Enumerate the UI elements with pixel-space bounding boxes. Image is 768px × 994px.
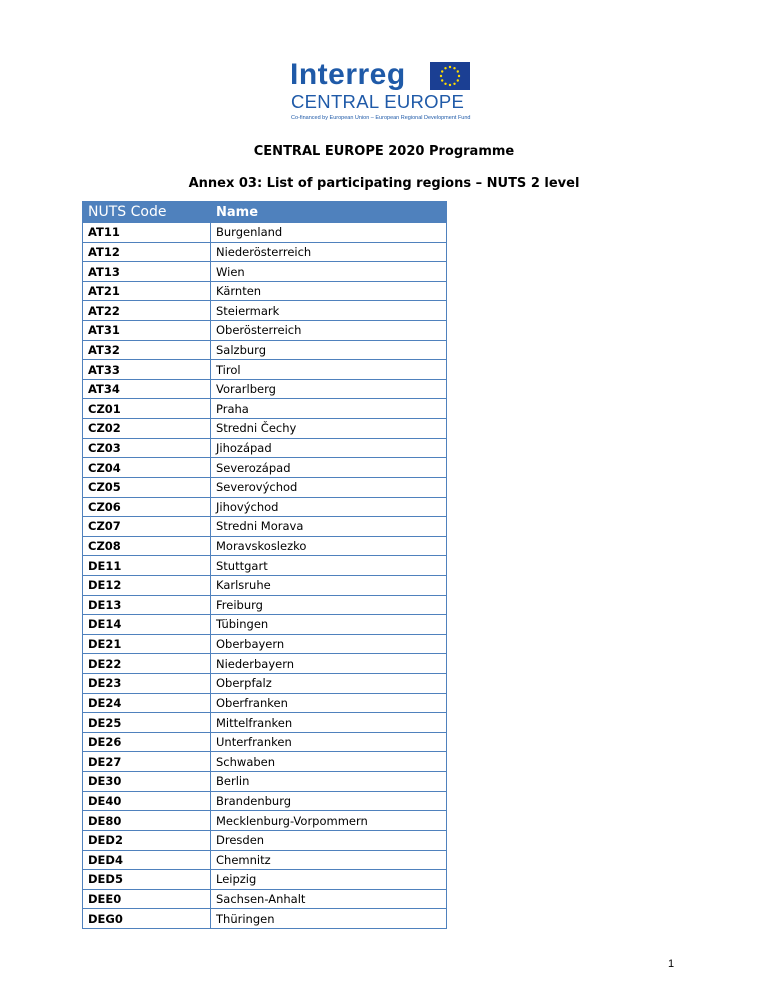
table-row (83, 477, 447, 497)
eu-star (458, 75, 460, 77)
nuts-code-cell: DE14 (83, 615, 211, 635)
region-name-cell: Oberösterreich (211, 321, 447, 341)
region-name-cell: Oberpfalz (211, 674, 447, 694)
region-name-cell: Unterfranken (211, 732, 447, 752)
nuts-code-cell: AT21 (83, 281, 211, 301)
table-row (83, 693, 447, 713)
region-name-cell: Niederbayern (211, 654, 447, 674)
region-name-cell: Tübingen (211, 615, 447, 635)
region-name-cell: Wien (211, 262, 447, 282)
table-row (83, 772, 447, 792)
region-name-cell: Dresden (211, 830, 447, 850)
region-name-cell: Oberfranken (211, 693, 447, 713)
header-name: Name (211, 202, 447, 223)
eu-star (457, 79, 459, 81)
region-name-cell: Brandenburg (211, 791, 447, 811)
nuts-code-cell: DEE0 (83, 889, 211, 909)
region-name-cell: Burgenland (211, 223, 447, 243)
table-row (83, 634, 447, 654)
table-row (83, 811, 447, 831)
eu-star (457, 70, 459, 72)
logo-tagline: Co-financed by European Union – European Regional Development Fund (291, 115, 471, 121)
table-row (83, 536, 447, 556)
table-row (83, 321, 447, 341)
table-row (83, 830, 447, 850)
nuts-code-cell: DE26 (83, 732, 211, 752)
table-row (83, 301, 447, 321)
nuts-code-cell: CZ02 (83, 419, 211, 439)
nuts-code-cell: DED4 (83, 850, 211, 870)
page-number: 1 (668, 958, 675, 970)
region-name-cell: Salzburg (211, 340, 447, 360)
region-name-cell: Praha (211, 399, 447, 419)
table-header-row (83, 202, 447, 223)
nuts-code-cell: DE40 (83, 791, 211, 811)
region-name-cell: Leipzig (211, 870, 447, 890)
table-row (83, 674, 447, 694)
region-name-cell: Chemnitz (211, 850, 447, 870)
region-name-cell: Vorarlberg (211, 379, 447, 399)
table-row (83, 909, 447, 929)
region-name-cell: Berlin (211, 772, 447, 792)
table-row (83, 399, 447, 419)
region-name-cell: Jihozápad (211, 438, 447, 458)
document-title: CENTRAL EUROPE 2020 Programme (253, 144, 515, 159)
region-name-cell: Niederösterreich (211, 242, 447, 262)
nuts-code-cell: AT34 (83, 379, 211, 399)
region-name-cell: Jihovýchod (211, 497, 447, 517)
eu-star (453, 83, 455, 85)
region-name-cell: Tirol (211, 360, 447, 380)
table-row (83, 732, 447, 752)
nuts-code-cell: CZ08 (83, 536, 211, 556)
nuts-code-cell: DE13 (83, 595, 211, 615)
table-row (83, 419, 447, 439)
nuts-code-cell: DED5 (83, 870, 211, 890)
table-row (83, 458, 447, 478)
region-name-cell: Severovýchod (211, 477, 447, 497)
region-name-cell: Karlsruhe (211, 575, 447, 595)
region-name-cell: Moravskoslezko (211, 536, 447, 556)
table-row (83, 752, 447, 772)
nuts-code-cell: DE30 (83, 772, 211, 792)
table-row (83, 360, 447, 380)
logo-wordmark: Interreg (290, 58, 406, 91)
nuts-code-cell: DE21 (83, 634, 211, 654)
nuts-code-cell: CZ01 (83, 399, 211, 419)
table-row (83, 517, 447, 537)
regions-table (82, 201, 447, 929)
nuts-code-cell: CZ07 (83, 517, 211, 537)
nuts-code-cell: AT22 (83, 301, 211, 321)
region-name-cell: Steiermark (211, 301, 447, 321)
region-name-cell: Stredni Čechy (211, 419, 447, 439)
eu-star (453, 67, 455, 69)
nuts-code-cell: DE12 (83, 575, 211, 595)
nuts-code-cell: AT32 (83, 340, 211, 360)
region-name-cell: Thüringen (211, 909, 447, 929)
nuts-code-cell: DE11 (83, 556, 211, 576)
table-row (83, 713, 447, 733)
table-row (83, 223, 447, 243)
table-row (83, 615, 447, 635)
eu-star (440, 75, 442, 77)
nuts-code-cell: DE22 (83, 654, 211, 674)
header-nuts-code: NUTS Code (83, 202, 211, 223)
interreg-logo (288, 58, 474, 124)
nuts-code-cell: CZ06 (83, 497, 211, 517)
nuts-code-cell: AT11 (83, 223, 211, 243)
table-row (83, 850, 447, 870)
table-row (83, 242, 447, 262)
nuts-code-cell: AT33 (83, 360, 211, 380)
table-row (83, 340, 447, 360)
table-row (83, 575, 447, 595)
table-row (83, 889, 447, 909)
eu-star (449, 84, 451, 86)
eu-star (441, 79, 443, 81)
region-name-cell: Kärnten (211, 281, 447, 301)
region-name-cell: Severozápad (211, 458, 447, 478)
table-row (83, 379, 447, 399)
table-row (83, 654, 447, 674)
document-subtitle: Annex 03: List of participating regions – NUTS 2 level (188, 176, 580, 191)
table-row (83, 556, 447, 576)
nuts-code-cell: DEG0 (83, 909, 211, 929)
nuts-code-cell: CZ03 (83, 438, 211, 458)
region-name-cell: Stuttgart (211, 556, 447, 576)
eu-star (441, 70, 443, 72)
eu-star (444, 83, 446, 85)
nuts-code-cell: DE80 (83, 811, 211, 831)
nuts-code-cell: DE23 (83, 674, 211, 694)
nuts-code-cell: AT13 (83, 262, 211, 282)
nuts-code-cell: AT31 (83, 321, 211, 341)
region-name-cell: Schwaben (211, 752, 447, 772)
table-row (83, 870, 447, 890)
region-name-cell: Freiburg (211, 595, 447, 615)
region-name-cell: Sachsen-Anhalt (211, 889, 447, 909)
logo-subtitle: CENTRAL EUROPE (291, 91, 465, 112)
eu-flag-icon (430, 62, 470, 90)
nuts-code-cell: DE24 (83, 693, 211, 713)
region-name-cell: Stredni Morava (211, 517, 447, 537)
table-row (83, 497, 447, 517)
nuts-code-cell: CZ05 (83, 477, 211, 497)
region-name-cell: Mecklenburg-Vorpommern (211, 811, 447, 831)
table-row (83, 595, 447, 615)
nuts-code-cell: DE25 (83, 713, 211, 733)
nuts-code-cell: AT12 (83, 242, 211, 262)
table-row (83, 262, 447, 282)
nuts-code-cell: CZ04 (83, 458, 211, 478)
eu-star (449, 66, 451, 68)
region-name-cell: Oberbayern (211, 634, 447, 654)
nuts-code-cell: DE27 (83, 752, 211, 772)
region-name-cell: Mittelfranken (211, 713, 447, 733)
eu-star (444, 67, 446, 69)
table-row (83, 791, 447, 811)
nuts-code-cell: DED2 (83, 830, 211, 850)
table-row (83, 438, 447, 458)
table-row (83, 281, 447, 301)
